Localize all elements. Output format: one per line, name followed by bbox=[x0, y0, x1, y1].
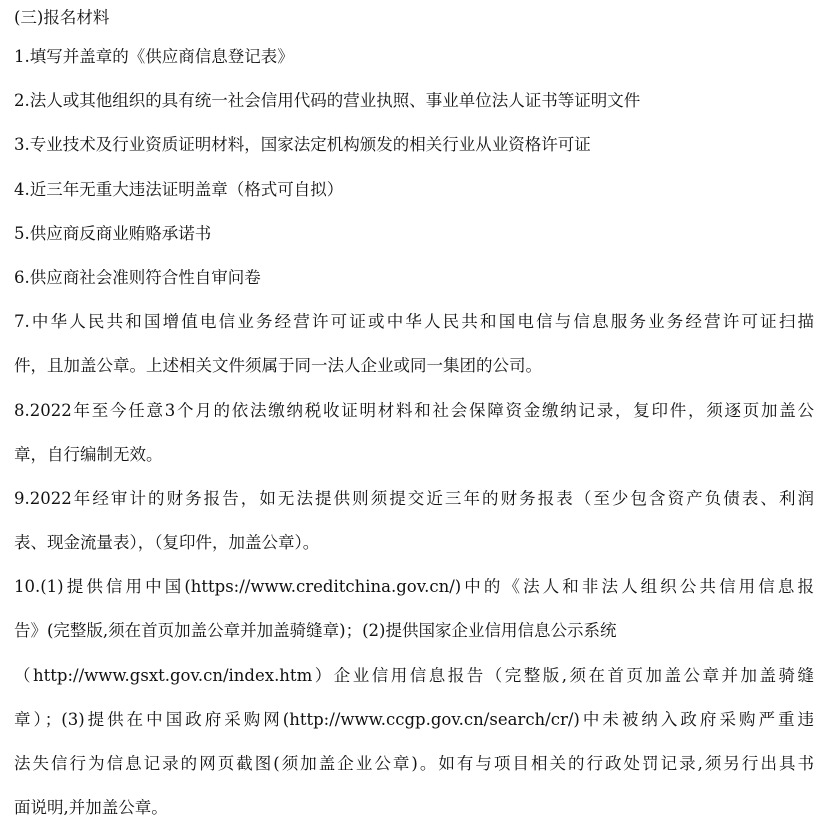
list-item-3 bbox=[14, 126, 814, 170]
item-5-line-1: 5.供应商反商业贿赂承诺书 bbox=[14, 223, 212, 243]
item-4-line-1: 4.近三年无重大违法证明盖章（格式可自拟） bbox=[14, 179, 344, 199]
item-7-line-2: 件，且加盖公章。上述相关文件须属于同一法人企业或同一集团的公司。 bbox=[14, 356, 542, 376]
item-10-line-3: （http://www.gsxt.gov.cn/index.htm）企业信用信息报告（完整版,须在首页加盖公章并加盖骑缝 bbox=[14, 665, 814, 685]
item-9-line-1: 9.2022年经审计的财务报告，如无法提供则须提交近三年的财务报表（至少包含资产负债表、利润 bbox=[14, 488, 814, 508]
item-10-line-1: 10.(1)提供信用中国(https://www.creditchina.gov.cn/)中的《法人和非法人组织公共信用信息报 bbox=[14, 577, 814, 597]
item-2-line-1: 2.法人或其他组织的具有统一社会信用代码的营业执照、事业单位法人证书等证明文件 bbox=[14, 91, 641, 111]
list-item-8 bbox=[14, 392, 814, 480]
item-7-line-1: 7.中华人民共和国增值电信业务经营许可证或中华人民共和国电信与信息服务业务经营许可证扫描 bbox=[14, 312, 814, 332]
item-10-line-4: 章）；(3)提供在中国政府采购网(http://www.ccgp.gov.cn/search/cr/)中未被纳入政府采购严重违 bbox=[14, 709, 814, 729]
item-10-line-5: 法失信行为信息记录的网页截图(须加盖企业公章)。如有与项目相关的行政处罚记录,须另行出具书 bbox=[14, 754, 814, 773]
section-title: (三)报名材料 bbox=[14, 8, 110, 27]
document-body bbox=[14, 0, 814, 833]
item-10-line-2: 告》(完整版,须在首页加盖公章并加盖骑缝章)；(2)提供国家企业信用信息公示系统 bbox=[14, 621, 617, 641]
list-item-10 bbox=[14, 568, 814, 833]
item-9-line-2: 表、现金流量表），（复印件，加盖公章）。 bbox=[14, 533, 320, 553]
item-10-line-6: 面说明,并加盖公章。 bbox=[14, 798, 168, 818]
list-item-5 bbox=[14, 215, 814, 259]
list-item-6 bbox=[14, 259, 814, 303]
item-8-line-2: 章，自行编制无效。 bbox=[14, 444, 163, 464]
list-item-7 bbox=[14, 303, 814, 391]
item-6-line-1: 6.供应商社会准则符合性自审问卷 bbox=[14, 267, 261, 287]
item-8-line-1: 8.2022年至今任意3个月的依法缴纳税收证明材料和社会保障资金缴纳记录，复印件，须逐页加盖公 bbox=[14, 400, 814, 420]
list-item-1 bbox=[14, 38, 814, 82]
list-item-2 bbox=[14, 82, 814, 126]
list-item-4 bbox=[14, 171, 814, 215]
item-3-line-1: 3.专业技术及行业资质证明材料，国家法定机构颁发的相关行业从业资格许可证 bbox=[14, 135, 591, 155]
item-1-line-1: 1.填写并盖章的《供应商信息登记表》 bbox=[14, 47, 294, 66]
list-item-9 bbox=[14, 480, 814, 568]
